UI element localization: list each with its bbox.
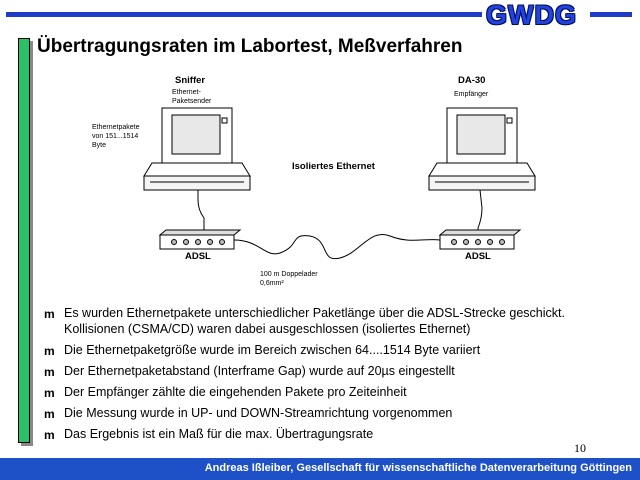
gwdg-logo: GWDG [486, 0, 577, 30]
adsl-left-label: ADSL [185, 251, 211, 262]
left-ethernet-cable [198, 190, 204, 230]
adsl-right-label: ADSL [465, 251, 491, 262]
cable-note: 100 m Doppelader 0,6mm² [260, 271, 318, 287]
sniffer-label: Sniffer [175, 75, 206, 86]
bullet-marker-icon: m [44, 344, 55, 358]
adsl-modem-right-icon [440, 230, 520, 249]
adsl-modem-left-icon [160, 230, 240, 249]
network-diagram [80, 68, 560, 288]
header-rule-left [6, 12, 482, 17]
list-item: m Es wurden Ethernetpakete unterschiedlicher Paketlänge über die ADSL-Strecke geschickt. Kollisionen (CSMA/CD) waren dabei ausgeschlossen (isoliertes Ethernet) [44, 306, 565, 336]
sniffer-role-label: Ethernet- Paketsender [172, 89, 212, 105]
da30-computer-icon [429, 108, 535, 190]
sniffer-computer-icon [144, 108, 250, 190]
footer-text: Andreas Ißleiber, Gesellschaft für wissenschaftliche Datenverarbeitung Göttingen [204, 462, 632, 474]
page-title: Übertragungsraten im Labortest, Meßverfahren [37, 36, 463, 57]
right-ethernet-cable [478, 190, 482, 230]
list-item: m Das Ergebnis ist ein Maß für die max. Übertragungsrate [44, 427, 374, 442]
sidebar-bar [18, 38, 30, 443]
bullet-list [44, 305, 614, 447]
da30-role-label: Empfänger [454, 91, 489, 98]
list-item: m Die Ethernetpaketgröße wurde im Bereich zwischen 64....1514 Byte variiert [44, 343, 481, 358]
isolated-ethernet-label: Isoliertes Ethernet [292, 161, 375, 172]
bullet-marker-icon: m [44, 386, 55, 400]
copper-line [234, 234, 440, 258]
da30-label: DA-30 [458, 75, 486, 86]
header-rule-right [590, 12, 632, 17]
footer-bar [0, 458, 640, 480]
bullet-marker-icon: m [44, 307, 55, 321]
list-item: m Der Empfänger zählte die eingehenden Pakete pro Zeiteinheit [44, 385, 407, 400]
packets-note: Ethernetpakete von 151...1514 Byte [92, 124, 140, 149]
bullet-marker-icon: m [44, 365, 55, 379]
list-item: m Die Messung wurde in UP- und DOWN-Streamrichtung vorgenommen [44, 406, 453, 421]
bullet-marker-icon: m [44, 428, 55, 442]
page-number: 10 [574, 441, 586, 455]
diagram-graphics [80, 68, 560, 288]
bullet-marker-icon: m [44, 407, 55, 421]
list-item: m Der Ethernetpaketabstand (Interframe Gap) wurde auf 20µs eingestellt [44, 364, 455, 379]
